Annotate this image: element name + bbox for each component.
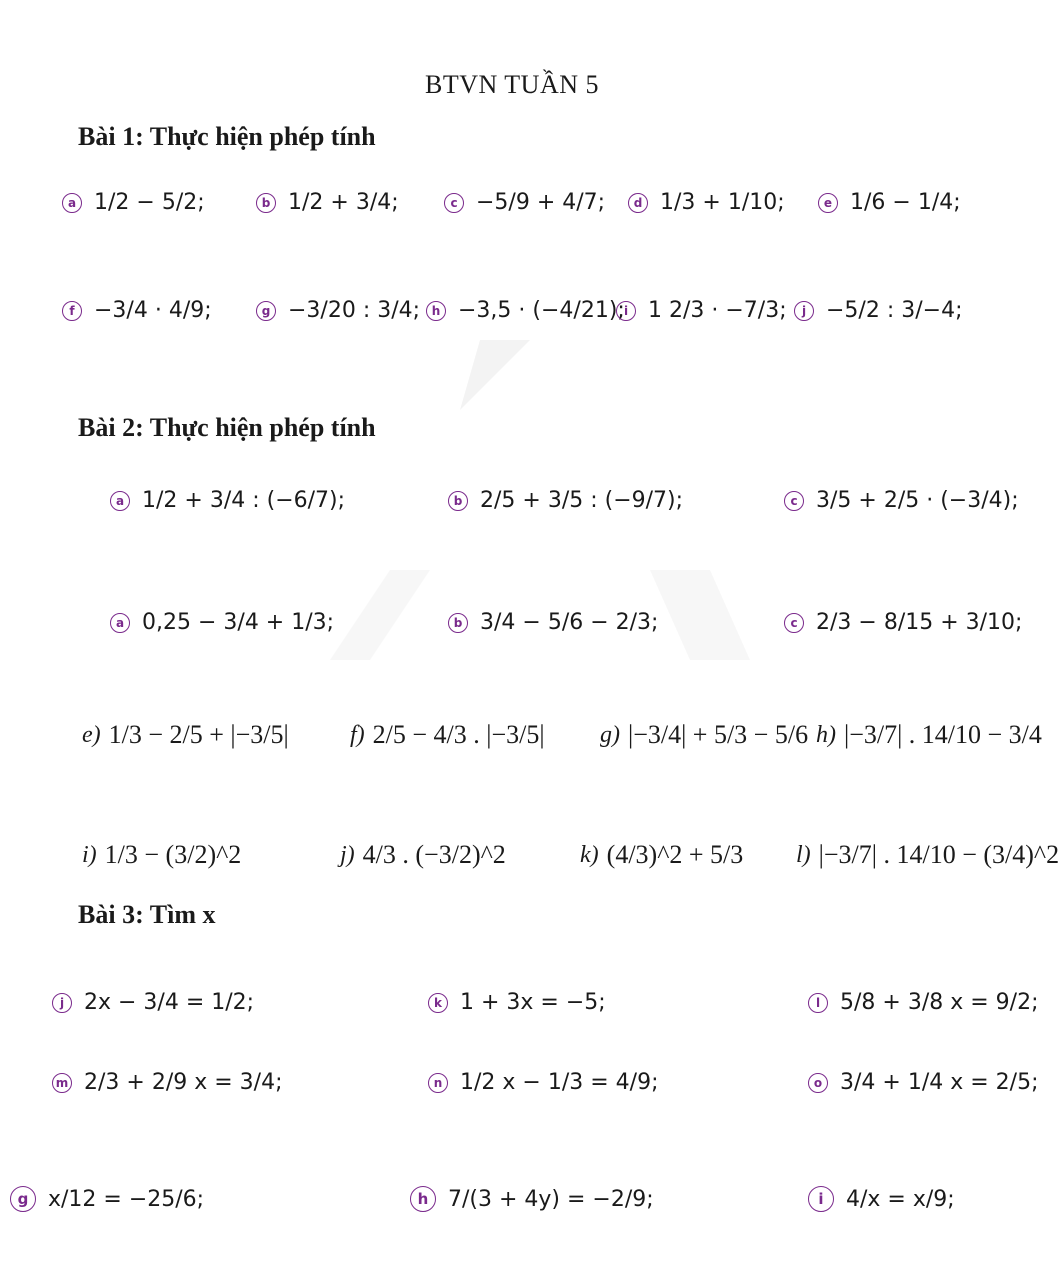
- problem-label: c: [784, 613, 804, 633]
- problem-label: f: [62, 301, 82, 321]
- problem-label: l): [796, 841, 811, 868]
- problem-2-13: [796, 840, 1059, 870]
- problem-2-2: [784, 488, 1019, 513]
- problem-expression: −5/2 : 3/−4;: [826, 298, 963, 323]
- problem-label: a: [110, 491, 130, 511]
- problem-2-4: [448, 610, 658, 635]
- problem-expression: |−3/4| + 5/3 − 5/6: [628, 720, 809, 749]
- problem-label: j): [340, 841, 355, 868]
- problem-expression: 1/3 − 2/5 + |−3/5|: [108, 720, 289, 749]
- problem-expression: 1/2 − 5/2;: [94, 190, 205, 215]
- problem-expression: 1/2 + 3/4;: [288, 190, 399, 215]
- problem-3-1: [428, 990, 606, 1015]
- problem-1-2: [444, 190, 605, 215]
- problem-3-7: [410, 1186, 654, 1212]
- problem-1-1: [256, 190, 399, 215]
- problem-expression: −3/20 : 3/4;: [288, 298, 421, 323]
- problem-label: g: [256, 301, 276, 321]
- problem-expression: −3,5 · (−4/21);: [458, 298, 625, 323]
- problem-2-1: [448, 488, 683, 513]
- problem-label: g): [600, 721, 620, 748]
- problem-1-6: [256, 298, 420, 323]
- problem-expression: 2/3 + 2/9 x = 3/4;: [84, 1070, 283, 1095]
- problem-label: c: [784, 491, 804, 511]
- problem-expression: 1/2 + 3/4 : (−6/7);: [142, 488, 346, 513]
- problem-expression: |−3/7| . 14/10 − (3/4)^2: [818, 840, 1059, 869]
- problem-label: k: [428, 993, 448, 1013]
- problem-3-2: [808, 990, 1038, 1015]
- problem-label: c: [444, 193, 464, 213]
- problem-2-0: [110, 488, 345, 513]
- problem-1-8: [616, 298, 787, 323]
- problem-label: e): [82, 721, 101, 748]
- problem-expression: x/12 = −25/6;: [48, 1186, 205, 1212]
- problem-expression: (4/3)^2 + 5/3: [606, 840, 744, 869]
- problem-label: h: [410, 1186, 436, 1212]
- problem-3-3: [52, 1070, 282, 1095]
- page-title: BTVN TUẦN 5: [424, 70, 600, 99]
- problem-expression: 4/3 . (−3/2)^2: [362, 840, 506, 869]
- problem-expression: 5/8 + 3/8 x = 9/2;: [840, 990, 1039, 1015]
- problem-label: h: [426, 301, 446, 321]
- problem-expression: 3/5 + 2/5 · (−3/4);: [816, 488, 1019, 513]
- problem-expression: 3/4 − 5/6 − 2/3;: [480, 610, 659, 635]
- problem-expression: 1/3 − (3/2)^2: [104, 840, 242, 869]
- problem-3-5: [808, 1070, 1038, 1095]
- problem-2-3: [110, 610, 334, 635]
- problem-label: j: [794, 301, 814, 321]
- problem-label: b: [256, 193, 276, 213]
- problem-label: l: [808, 993, 828, 1013]
- problem-label: h): [816, 721, 836, 748]
- problem-1-7: [426, 298, 625, 323]
- problem-expression: 2/5 − 4/3 . |−3/5|: [372, 720, 545, 749]
- problem-expression: 0,25 − 3/4 + 1/3;: [142, 610, 335, 635]
- heading-bai-2: Bài 2: Thực hiện phép tính: [78, 413, 376, 442]
- problem-expression: 4/x = x/9;: [846, 1186, 955, 1212]
- heading-bai-3: Bài 3: Tìm x: [78, 900, 216, 929]
- problem-expression: 3/4 + 1/4 x = 2/5;: [840, 1070, 1039, 1095]
- problem-label: a: [110, 613, 130, 633]
- problem-1-9: [794, 298, 963, 323]
- problem-label: d: [628, 193, 648, 213]
- problem-expression: −3/4 · 4/9;: [94, 298, 212, 323]
- problem-2-8: [600, 720, 808, 750]
- problem-expression: 7/(3 + 4y) = −2/9;: [448, 1186, 654, 1212]
- problem-2-11: [340, 840, 506, 870]
- problem-label: o: [808, 1073, 828, 1093]
- problem-label: j: [52, 993, 72, 1013]
- problem-label: f): [350, 721, 365, 748]
- problem-2-12: [580, 840, 743, 870]
- problem-expression: 1/3 + 1/10;: [660, 190, 785, 215]
- problem-expression: 1/6 − 1/4;: [850, 190, 961, 215]
- problem-1-4: [818, 190, 961, 215]
- problem-expression: |−3/7| . 14/10 − 3/4: [844, 720, 1042, 749]
- problem-label: a: [62, 193, 82, 213]
- problem-label: b: [448, 613, 468, 633]
- problem-expression: 2/5 + 3/5 : (−9/7);: [480, 488, 684, 513]
- problem-2-6: [82, 720, 289, 750]
- problem-1-5: [62, 298, 212, 323]
- problem-label: b: [448, 491, 468, 511]
- problem-label: m: [52, 1073, 72, 1093]
- problem-3-0: [52, 990, 254, 1015]
- problem-label: g: [10, 1186, 36, 1212]
- problem-2-9: [816, 720, 1042, 750]
- problem-label: i: [808, 1186, 834, 1212]
- problem-2-7: [350, 720, 545, 750]
- problem-2-5: [784, 610, 1022, 635]
- problem-1-0: [62, 190, 205, 215]
- problem-3-4: [428, 1070, 658, 1095]
- problem-label: k): [580, 841, 599, 868]
- problem-expression: 1 2/3 · −7/3;: [648, 298, 787, 323]
- problem-expression: 2/3 − 8/15 + 3/10;: [816, 610, 1023, 635]
- problem-2-10: [82, 840, 241, 870]
- heading-bai-1: Bài 1: Thực hiện phép tính: [78, 122, 376, 151]
- problem-label: n: [428, 1073, 448, 1093]
- problem-label: i): [82, 841, 97, 868]
- problem-expression: 1/2 x − 1/3 = 4/9;: [460, 1070, 659, 1095]
- problem-1-3: [628, 190, 785, 215]
- problem-expression: −5/9 + 4/7;: [476, 190, 606, 215]
- problem-label: i: [616, 301, 636, 321]
- problem-3-6: [10, 1186, 204, 1212]
- problem-3-8: [808, 1186, 955, 1212]
- problem-label: e: [818, 193, 838, 213]
- problem-expression: 1 + 3x = −5;: [460, 990, 606, 1015]
- problem-expression: 2x − 3/4 = 1/2;: [84, 990, 255, 1015]
